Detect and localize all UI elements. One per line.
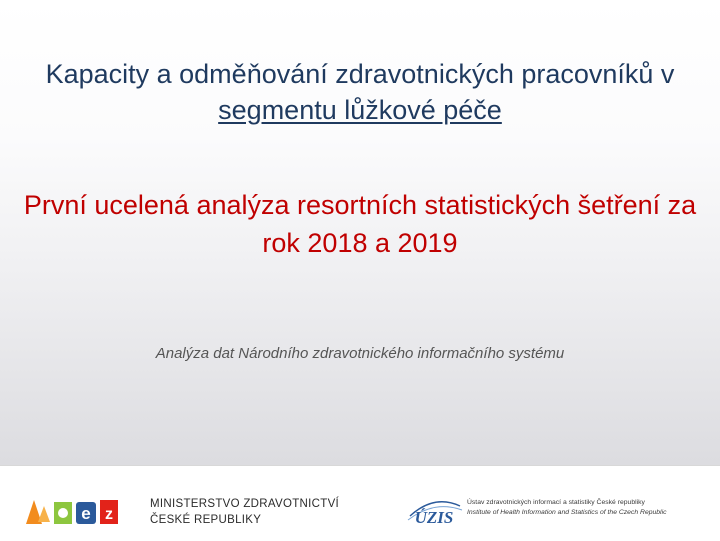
uzis-line-cz: Ústav zdravotnických informací a statistiky České republiky [467,499,645,506]
svg-text:e: e [81,504,91,523]
slide-note: Analýza dat Národního zdravotnického informačního systému [155,345,565,362]
ministry-name [150,496,339,528]
ministry-emblem-icon [24,496,139,526]
uzis-line-en: Institute of Health Information and Statistics of the Czech Republic [467,509,667,516]
ministry-line1: MINISTERSTVO ZDRAVOTNICTVÍ [150,498,340,510]
ministry-line2: ČESKÉ REPUBLIKY [150,514,262,526]
svg-text:z: z [105,506,113,523]
uzis-logo-text: ÚZIS [414,508,454,526]
footer [0,465,720,541]
title-underlined-text: segmentu lůžkové péče [218,95,502,125]
uzis-logo-icon [404,492,464,526]
title-text: Kapacity a odměňování zdravotnických pracovníků v [45,59,675,89]
slide-subtitle: První ucelená analýza resortních statistických šetření za rok 2018 a 2019 [23,190,697,258]
slide-title [20,56,700,128]
uzis-name [467,498,717,518]
